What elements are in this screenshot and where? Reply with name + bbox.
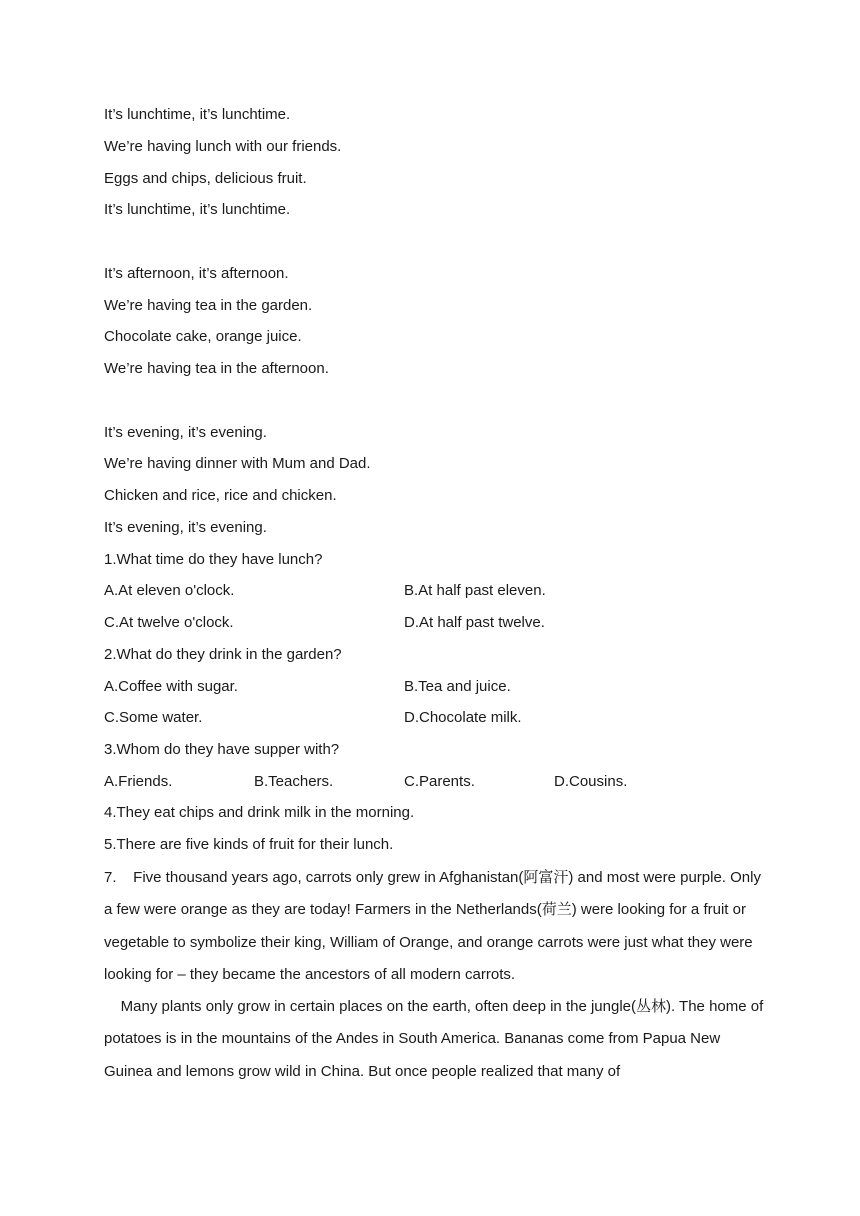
question-2: 2.What do they drink in the garden?	[104, 646, 342, 663]
question-5: 5.There are five kinds of fruit for their lunch.	[104, 836, 394, 853]
question-3-option-b: B.Teachers.	[254, 773, 334, 790]
passage-7-paragraph-2: Many plants only grow in certain places on the earth, often deep in the jungle(丛林). The home of potatoes is in the mountains of the Andes in South America. Bananas come from Papua New Guinea and lemons grow wild in China. But once people realized that many of	[104, 998, 768, 1080]
question-3-option-a: A.Friends.	[104, 773, 173, 790]
question-4: 4.They eat chips and drink milk in the morning.	[104, 804, 415, 821]
question-3-option-d: D.Cousins.	[554, 773, 628, 790]
question-3-option-c: C.Parents.	[404, 773, 475, 790]
poem-line: We’re having dinner with Mum and Dad.	[104, 455, 371, 472]
poem-line: It’s lunchtime, it’s lunchtime.	[104, 106, 291, 123]
poem-line: It’s evening, it’s evening.	[104, 519, 267, 536]
poem-line: Chicken and rice, rice and chicken.	[104, 487, 337, 504]
poem-line: We’re having tea in the afternoon.	[104, 360, 329, 377]
poem-line: It’s lunchtime, it’s lunchtime.	[104, 201, 291, 218]
question-1-option-a: A.At eleven o'clock.	[104, 582, 235, 599]
question-3: 3.Whom do they have supper with?	[104, 741, 340, 758]
question-2-option-b: B.Tea and juice.	[404, 678, 511, 695]
poem-line: It’s evening, it’s evening.	[104, 424, 267, 441]
poem-line: We’re having tea in the garden.	[104, 297, 313, 314]
question-2-option-d: D.Chocolate milk.	[404, 709, 522, 726]
passage-7-paragraph-1: 7. Five thousand years ago, carrots only grew in Afghanistan(阿富汗) and most were purple. Only a few were orange as they are today! Farmers in the Netherlands(荷兰) were looking for a fruit or vegetable to symbolize their king, William of Orange, and orange carrots were just what they were looking for – they became the ancestors of all modern carrots.	[104, 869, 766, 983]
question-2-option-c: C.Some water.	[104, 709, 203, 726]
question-1-option-b: B.At half past eleven.	[404, 582, 546, 599]
poem-line: We’re having lunch with our friends.	[104, 138, 342, 155]
poem-line: It’s afternoon, it’s afternoon.	[104, 265, 289, 282]
question-1: 1.What time do they have lunch?	[104, 551, 323, 568]
question-1-option-d: D.At half past twelve.	[404, 614, 545, 631]
poem-line: Chocolate cake, orange juice.	[104, 328, 302, 345]
poem-line: Eggs and chips, delicious fruit.	[104, 170, 307, 187]
question-2-option-a: A.Coffee with sugar.	[104, 678, 238, 695]
passage-7	[104, 862, 768, 1088]
question-1-option-c: C.At twelve o'clock.	[104, 614, 234, 631]
